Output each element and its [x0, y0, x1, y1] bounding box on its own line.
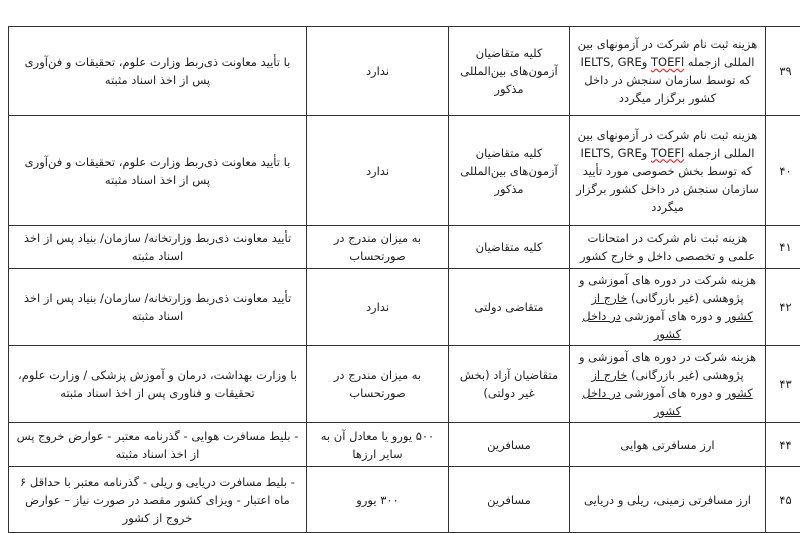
- limit-cell: ندارد: [307, 269, 449, 346]
- applicants-cell: متقاضیان آزاد (بخش غیر دولتی): [449, 346, 570, 423]
- applicants-cell: کلیه متقاضیان آزمون‌های بین‌المللی مذکور: [449, 116, 570, 226]
- documents-cell: با تأیید معاونت ذی‌ربط وزارت علوم، تحقیقات و فن‌آوری پس از اخذ اسناد مثبته: [9, 27, 307, 116]
- documents-cell: تأیید معاونت ذی‌ربط وزارتخانه/ سازمان/ بنیاد پس از اخذ اسناد مثبته: [9, 269, 307, 346]
- table-row: [9, 269, 800, 346]
- row-number: ۴۴: [766, 423, 800, 467]
- table-row: [9, 226, 800, 269]
- description-cell: ارز مسافرتی زمینی، ریلی و دریایی: [570, 467, 766, 533]
- row-number: ۴۵: [766, 467, 800, 533]
- limit-cell: ۵۰۰ یورو یا معادل آن به سایر ارزها: [307, 423, 449, 467]
- applicants-cell: متقاضی دولتی: [449, 269, 570, 346]
- description-cell: هزینه شرکت در دوره های آموزشی و پژوهشی (غیر بازرگانی) خارج از کشور و دوره های آموزشی در داخل کشور: [570, 346, 766, 423]
- row-number: ۴۱: [766, 226, 800, 269]
- limit-cell: ۳۰۰ یورو: [307, 467, 449, 533]
- applicants-cell: کلیه متقاضیان: [449, 226, 570, 269]
- limit-cell: به میزان مندرج در صورتحساب: [307, 226, 449, 269]
- spellcheck-word: TOEFl: [651, 55, 684, 69]
- documents-cell: تأیید معاونت ذی‌ربط وزارتخانه/ سازمان/ بنیاد پس از اخذ اسناد مثبته: [9, 226, 307, 269]
- applicants-cell: مسافرین: [449, 467, 570, 533]
- limit-cell: ندارد: [307, 116, 449, 226]
- table-row: [9, 27, 800, 116]
- documents-cell: با وزارت بهداشت، درمان و آموزش پزشکی / وزارت علوم، تحقیقات و فناوری پس از اخذ اسناد مثبته: [9, 346, 307, 423]
- row-number: ۴۰: [766, 116, 800, 226]
- description-cell: ارز مسافرتی هوایی: [570, 423, 766, 467]
- description-cell: هزینه ثبت نام شرکت در آزمونهای بین المللی ازجمله TOEFl وIELTS, GRE که توسط سازمان سنجش در داخل کشور برگزار میگردد: [570, 27, 766, 116]
- limit-cell: به میزان مندرج در صورتحساب: [307, 346, 449, 423]
- table-row: [9, 423, 800, 467]
- row-number: ۴۳: [766, 346, 800, 423]
- description-cell: هزینه ثبت نام شرکت در آزمونهای بین المللی ازجمله TOEFl وIELTS, GRE که توسط بخش خصوصی مورد تأیید سازمان سنجش در داخل کشور برگزار میگردد: [570, 116, 766, 226]
- table-row: [9, 346, 800, 423]
- description-cell: هزینه ثبت نام شرکت در امتحانات علمی و تخصصی داخل و خارج کشور: [570, 226, 766, 269]
- documents-cell: - بلیط مسافرت دریایی و ریلی - گذرنامه معتبر با حداقل ۶ ماه اعتبار - ویزای کشور مقصد در صورت نیاز – عوارض خروج از کشور: [9, 467, 307, 533]
- limit-cell: ندارد: [307, 27, 449, 116]
- row-number: ۴۲: [766, 269, 800, 346]
- spellcheck-word: TOEFl: [651, 146, 684, 160]
- description-cell: هزینه شرکت در دوره های آموزشی و پژوهشی (غیر بازرگانی) خارج از کشور و دوره های آموزشی در داخل کشور: [570, 269, 766, 346]
- applicants-cell: مسافرین: [449, 423, 570, 467]
- table-row: [9, 116, 800, 226]
- documents-cell: - بلیط مسافرت هوایی - گذرنامه معتبر - عوارض خروج پس از اخذ اسناد مثبته: [9, 423, 307, 467]
- regulation-table: [8, 26, 800, 533]
- row-number: ۳۹: [766, 27, 800, 116]
- documents-cell: با تأیید معاونت ذی‌ربط وزارت علوم، تحقیقات و فن‌آوری پس از اخذ اسناد مثبته: [9, 116, 307, 226]
- applicants-cell: کلیه متقاضیان آزمون‌های بین‌المللی مذکور: [449, 27, 570, 116]
- table-row: [9, 467, 800, 533]
